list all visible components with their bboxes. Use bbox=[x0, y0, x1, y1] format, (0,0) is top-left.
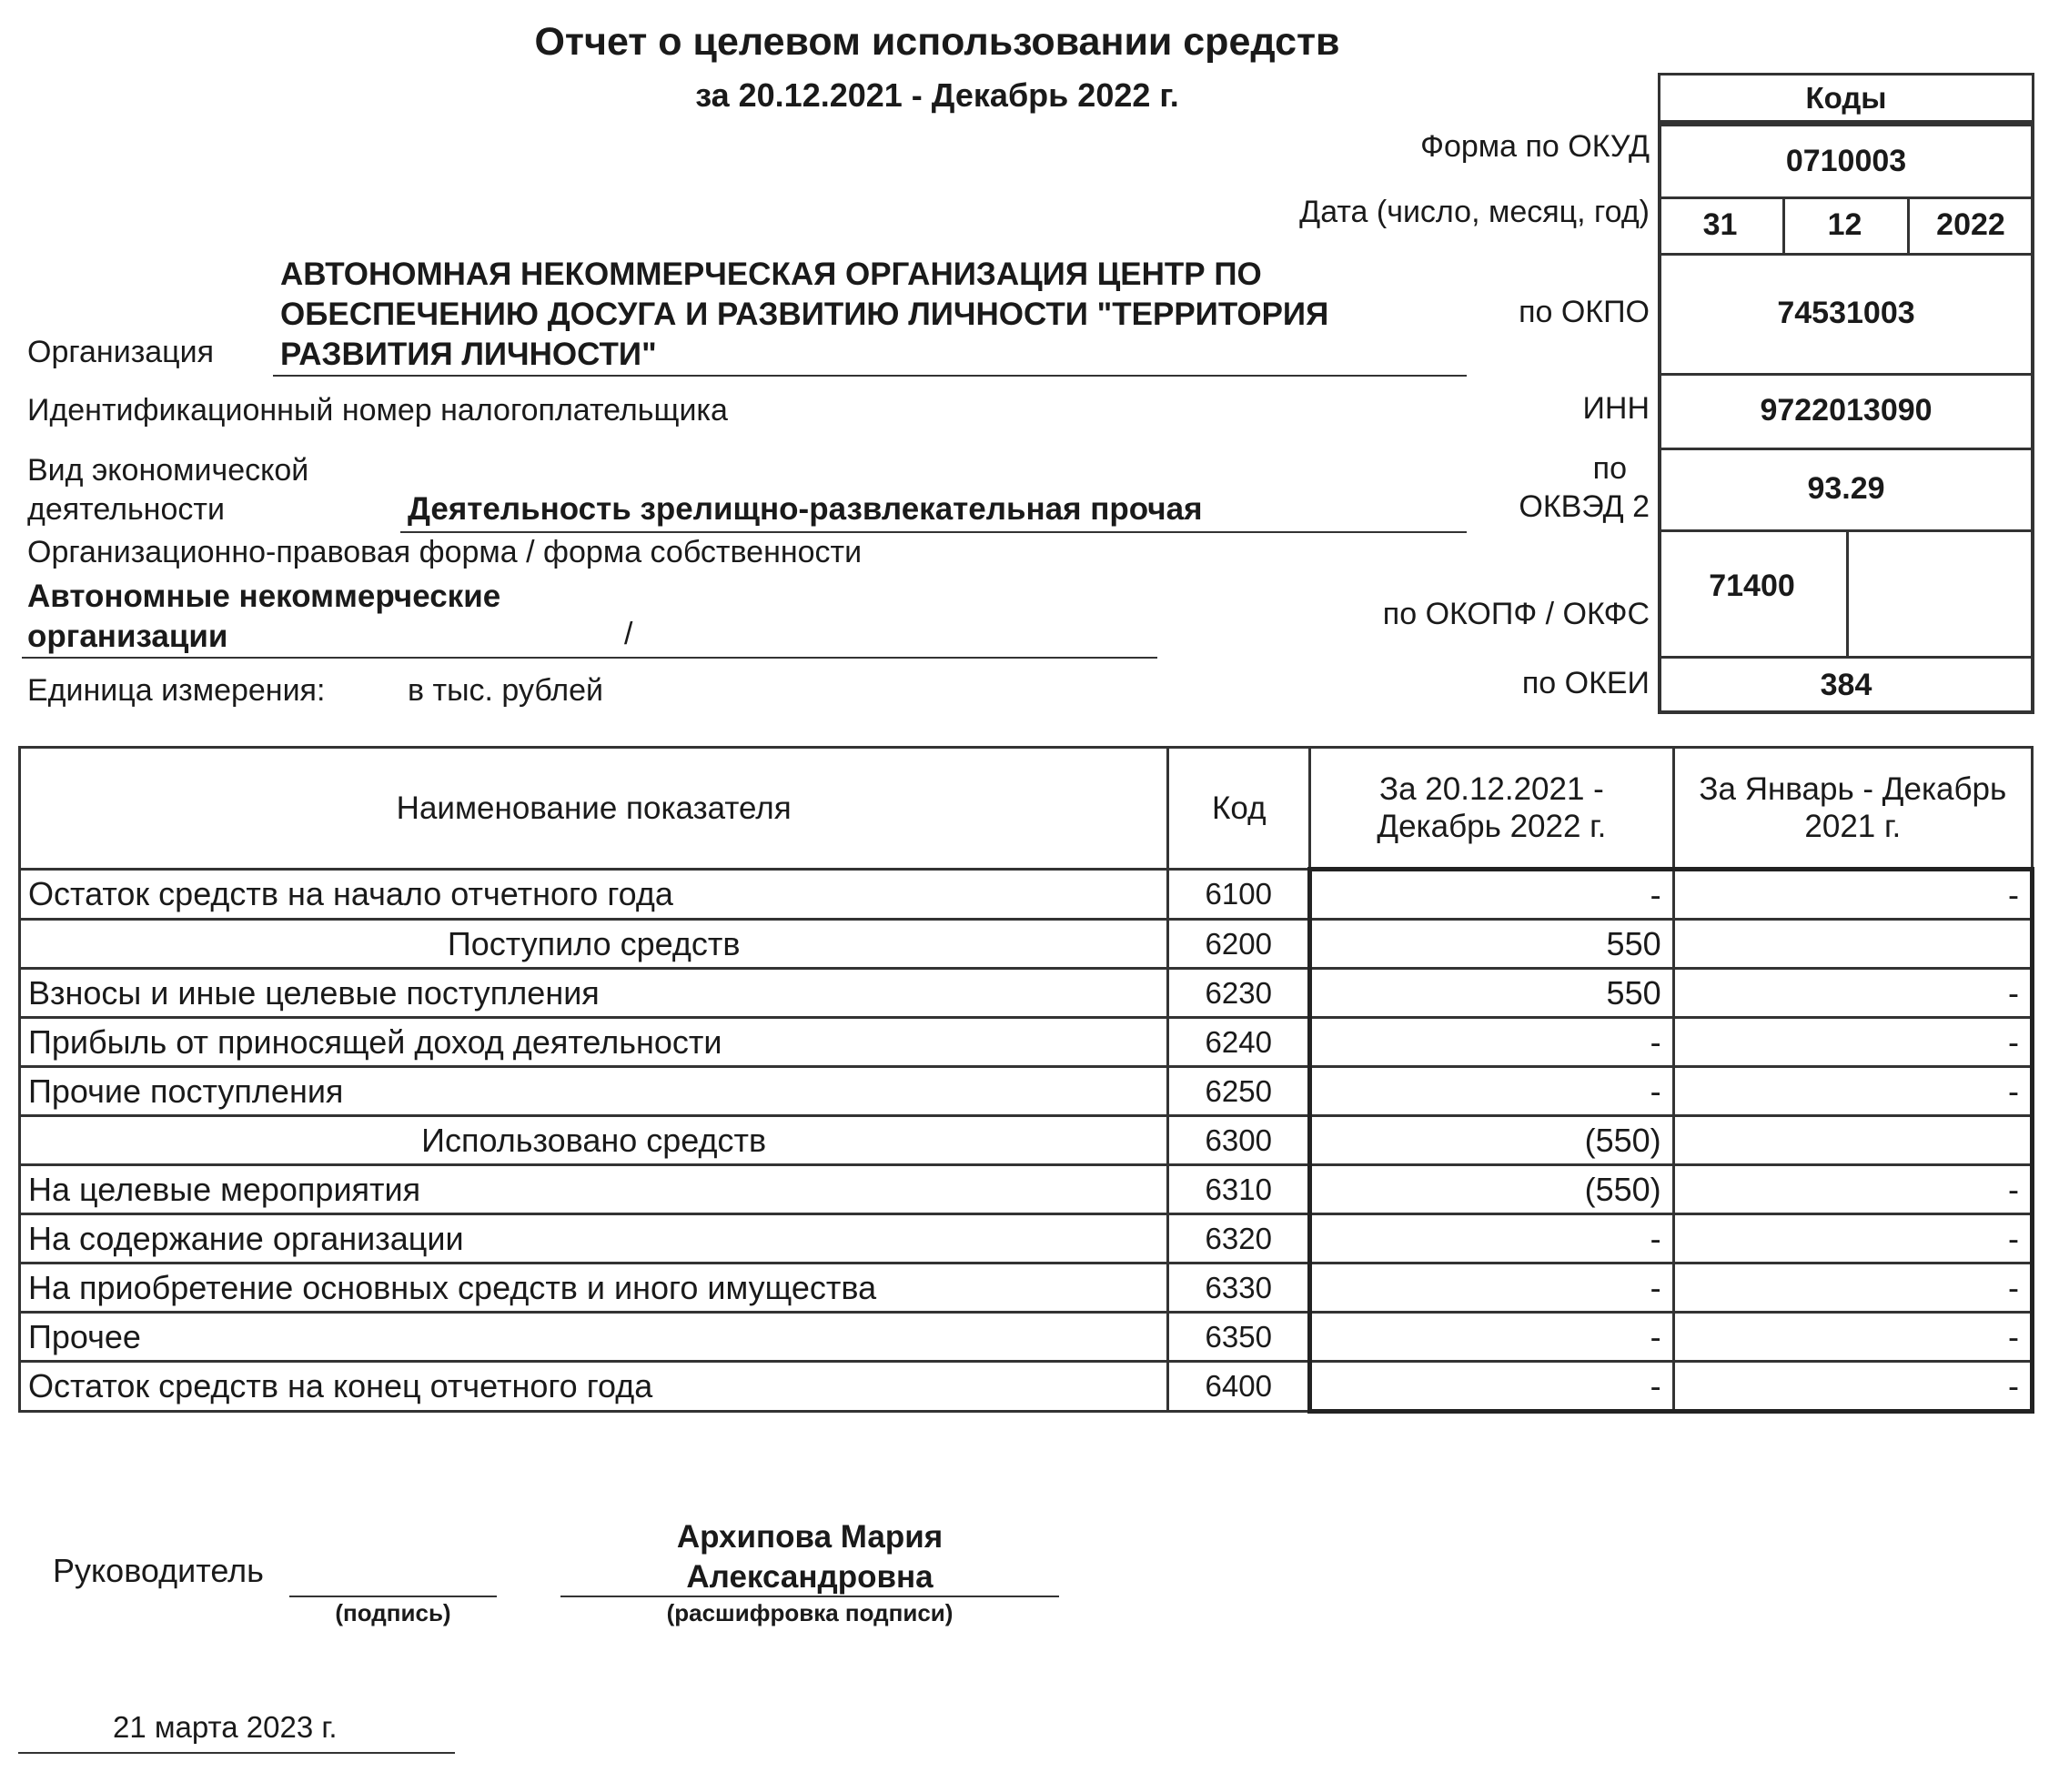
header-period-current-line: Декабрь 2022 г. bbox=[1377, 809, 1607, 844]
table-row bbox=[20, 1313, 2033, 1362]
row-code: 6400 bbox=[1168, 1362, 1310, 1412]
inn-text: Идентификационный номер налогоплательщика bbox=[27, 393, 728, 428]
row-value-current: - bbox=[1310, 1214, 1673, 1263]
table-row bbox=[20, 1067, 2033, 1116]
table-row bbox=[20, 1116, 2033, 1165]
okei-code: 384 bbox=[1820, 667, 1872, 702]
org-underline bbox=[273, 375, 1467, 377]
table-row bbox=[20, 1214, 2033, 1263]
row-value-current: - bbox=[1310, 1263, 1673, 1313]
row-code: 6330 bbox=[1168, 1263, 1310, 1313]
org-name-line: АВТОНОМНАЯ НЕКОММЕРЧЕСКАЯ ОРГАНИЗАЦИЯ ЦЕНТР ПО bbox=[280, 257, 1262, 292]
header-period-current-line: За 20.12.2021 - bbox=[1378, 771, 1604, 807]
okved-code: 93.29 bbox=[1807, 470, 1885, 506]
date-year: 2022 bbox=[1936, 206, 2005, 242]
okopf-label: по ОКОПФ / ОКФС bbox=[1382, 597, 1650, 631]
legal-form-label: Организационно-правовая форма / форма собственности bbox=[27, 535, 863, 569]
row-name: На содержание организации bbox=[20, 1214, 1168, 1263]
row-name: Использовано средств bbox=[20, 1116, 1168, 1165]
header-period-current bbox=[1310, 748, 1673, 870]
row-value-current: 550 bbox=[1310, 969, 1673, 1018]
unit-value: в тыс. рублей bbox=[408, 673, 604, 708]
inn-label: ИНН bbox=[1582, 391, 1650, 426]
row-code: 6350 bbox=[1168, 1313, 1310, 1362]
okfs-code bbox=[1846, 564, 2034, 608]
org-name-line: РАЗВИТИЯ ЛИЧНОСТИ" bbox=[280, 337, 657, 372]
report-period: за 20.12.2021 - Декабрь 2022 г. bbox=[695, 76, 1179, 114]
row-value-previous: - bbox=[1673, 1165, 2032, 1214]
org-name bbox=[280, 255, 1328, 375]
row-value-previous: - bbox=[1673, 1313, 2032, 1362]
header-name-text: Наименование показателя bbox=[396, 790, 792, 826]
row-name: Остаток средств на начало отчетного года bbox=[20, 870, 1168, 920]
org-label: Организация bbox=[27, 335, 215, 369]
table-row bbox=[20, 1362, 2033, 1412]
codes-header: Коды bbox=[1658, 73, 2034, 123]
row-value-previous: - bbox=[1673, 969, 2032, 1018]
row-value-current: - bbox=[1310, 1362, 1673, 1412]
activity-label-line1: Вид экономической bbox=[27, 453, 309, 488]
row-value-current: (550) bbox=[1310, 1116, 1673, 1165]
header-period-previous-line: 2021 г. bbox=[1804, 809, 1902, 844]
report-table bbox=[18, 746, 2034, 1414]
date-label: Дата (число, месяц, год) bbox=[1299, 195, 1650, 229]
table-row bbox=[20, 1263, 2033, 1313]
row-value-previous: - bbox=[1673, 870, 2032, 920]
row-code: 6230 bbox=[1168, 969, 1310, 1018]
okei-label: по ОКЕИ bbox=[1521, 666, 1650, 700]
table-row bbox=[20, 920, 2033, 969]
header-name bbox=[20, 748, 1168, 870]
header-code-text: Код bbox=[1212, 790, 1267, 826]
table-row bbox=[20, 969, 2033, 1018]
legal-form-line: Автономные некоммерческие bbox=[27, 579, 501, 614]
report-date: 21 марта 2023 г. bbox=[113, 1710, 338, 1744]
row-code: 6100 bbox=[1168, 870, 1310, 920]
row-code: 6250 bbox=[1168, 1067, 1310, 1116]
row-name: На приобретение основных средств и иного имущества bbox=[20, 1263, 1168, 1313]
row-value-previous: - bbox=[1673, 1214, 2032, 1263]
header-code bbox=[1168, 748, 1310, 870]
okved-label-line2: ОКВЭД 2 bbox=[1519, 489, 1650, 524]
signer-name-line: Архипова Мария bbox=[676, 1519, 944, 1555]
okpo-label: по ОКПО bbox=[1519, 295, 1650, 329]
okud-code: 0710003 bbox=[1785, 143, 1907, 178]
legal-form-underline bbox=[22, 657, 1157, 659]
codes-box bbox=[1658, 73, 2034, 714]
activity-underline bbox=[400, 531, 1467, 533]
table-header-row bbox=[20, 748, 2033, 870]
row-code: 6310 bbox=[1168, 1165, 1310, 1214]
date-day: 31 bbox=[1702, 206, 1738, 242]
table-row bbox=[20, 1018, 2033, 1067]
row-name: Прочее bbox=[20, 1313, 1168, 1362]
row-value-previous: - bbox=[1673, 1362, 2032, 1412]
decode-caption: (расшифровка подписи) bbox=[666, 1599, 954, 1626]
date-month: 12 bbox=[1827, 206, 1862, 242]
row-value-current: 550 bbox=[1310, 920, 1673, 969]
inn-code: 9722013090 bbox=[1760, 392, 1933, 428]
activity-value: Деятельность зрелищно-развлекательная прочая bbox=[408, 491, 1203, 527]
row-value-previous: - bbox=[1673, 1263, 2032, 1313]
legal-form-separator: / bbox=[624, 617, 633, 651]
row-code: 6320 bbox=[1168, 1214, 1310, 1263]
row-value-previous: - bbox=[1673, 1018, 2032, 1067]
okpo-code: 74531003 bbox=[1777, 295, 1915, 330]
report-title: Отчет о целевом использовании средств bbox=[534, 20, 1340, 64]
row-value-previous bbox=[1673, 920, 2032, 969]
legal-form-value bbox=[27, 577, 500, 657]
row-name: Прибыль от приносящей доход деятельности bbox=[20, 1018, 1168, 1067]
row-name: Взносы и иные целевые поступления bbox=[20, 969, 1168, 1018]
header-period-previous-line: За Январь - Декабрь bbox=[1699, 771, 2007, 807]
row-value-previous: - bbox=[1673, 1067, 2032, 1116]
row-name: Поступило средств bbox=[20, 920, 1168, 969]
signer-name bbox=[560, 1517, 1059, 1597]
table-row bbox=[20, 1165, 2033, 1214]
row-value-previous bbox=[1673, 1116, 2032, 1165]
signer-role: Руководитель bbox=[53, 1552, 264, 1589]
row-value-current: (550) bbox=[1310, 1165, 1673, 1214]
okved-label-line1: по bbox=[1592, 451, 1627, 486]
unit-label: Единица измерения: bbox=[27, 673, 326, 708]
row-name: На целевые мероприятия bbox=[20, 1165, 1168, 1214]
header-period-previous bbox=[1673, 748, 2032, 870]
row-value-current: - bbox=[1310, 1067, 1673, 1116]
org-name-line: ОБЕСПЕЧЕНИЮ ДОСУГА И РАЗВИТИЮ ЛИЧНОСТИ "ТЕРРИТОРИЯ bbox=[280, 297, 1329, 332]
date-underline bbox=[18, 1752, 455, 1754]
row-value-current: - bbox=[1310, 1313, 1673, 1362]
okud-label: Форма по ОКУД bbox=[1420, 129, 1650, 164]
row-name: Прочие поступления bbox=[20, 1067, 1168, 1116]
row-code: 6200 bbox=[1168, 920, 1310, 969]
legal-form-line: организации bbox=[27, 619, 228, 654]
row-value-current: - bbox=[1310, 870, 1673, 920]
row-code: 6240 bbox=[1168, 1018, 1310, 1067]
activity-label-line2: деятельности bbox=[27, 492, 225, 527]
signer-name-underline bbox=[560, 1596, 1059, 1597]
row-code: 6300 bbox=[1168, 1116, 1310, 1165]
signature-caption: (подпись) bbox=[335, 1599, 451, 1626]
table-row bbox=[20, 870, 2033, 920]
signer-name-line: Александровна bbox=[686, 1559, 934, 1595]
okopf-code: 71400 bbox=[1709, 568, 1795, 603]
row-name: Остаток средств на конец отчетного года bbox=[20, 1362, 1168, 1412]
row-value-current: - bbox=[1310, 1018, 1673, 1067]
signature-line bbox=[289, 1596, 497, 1597]
